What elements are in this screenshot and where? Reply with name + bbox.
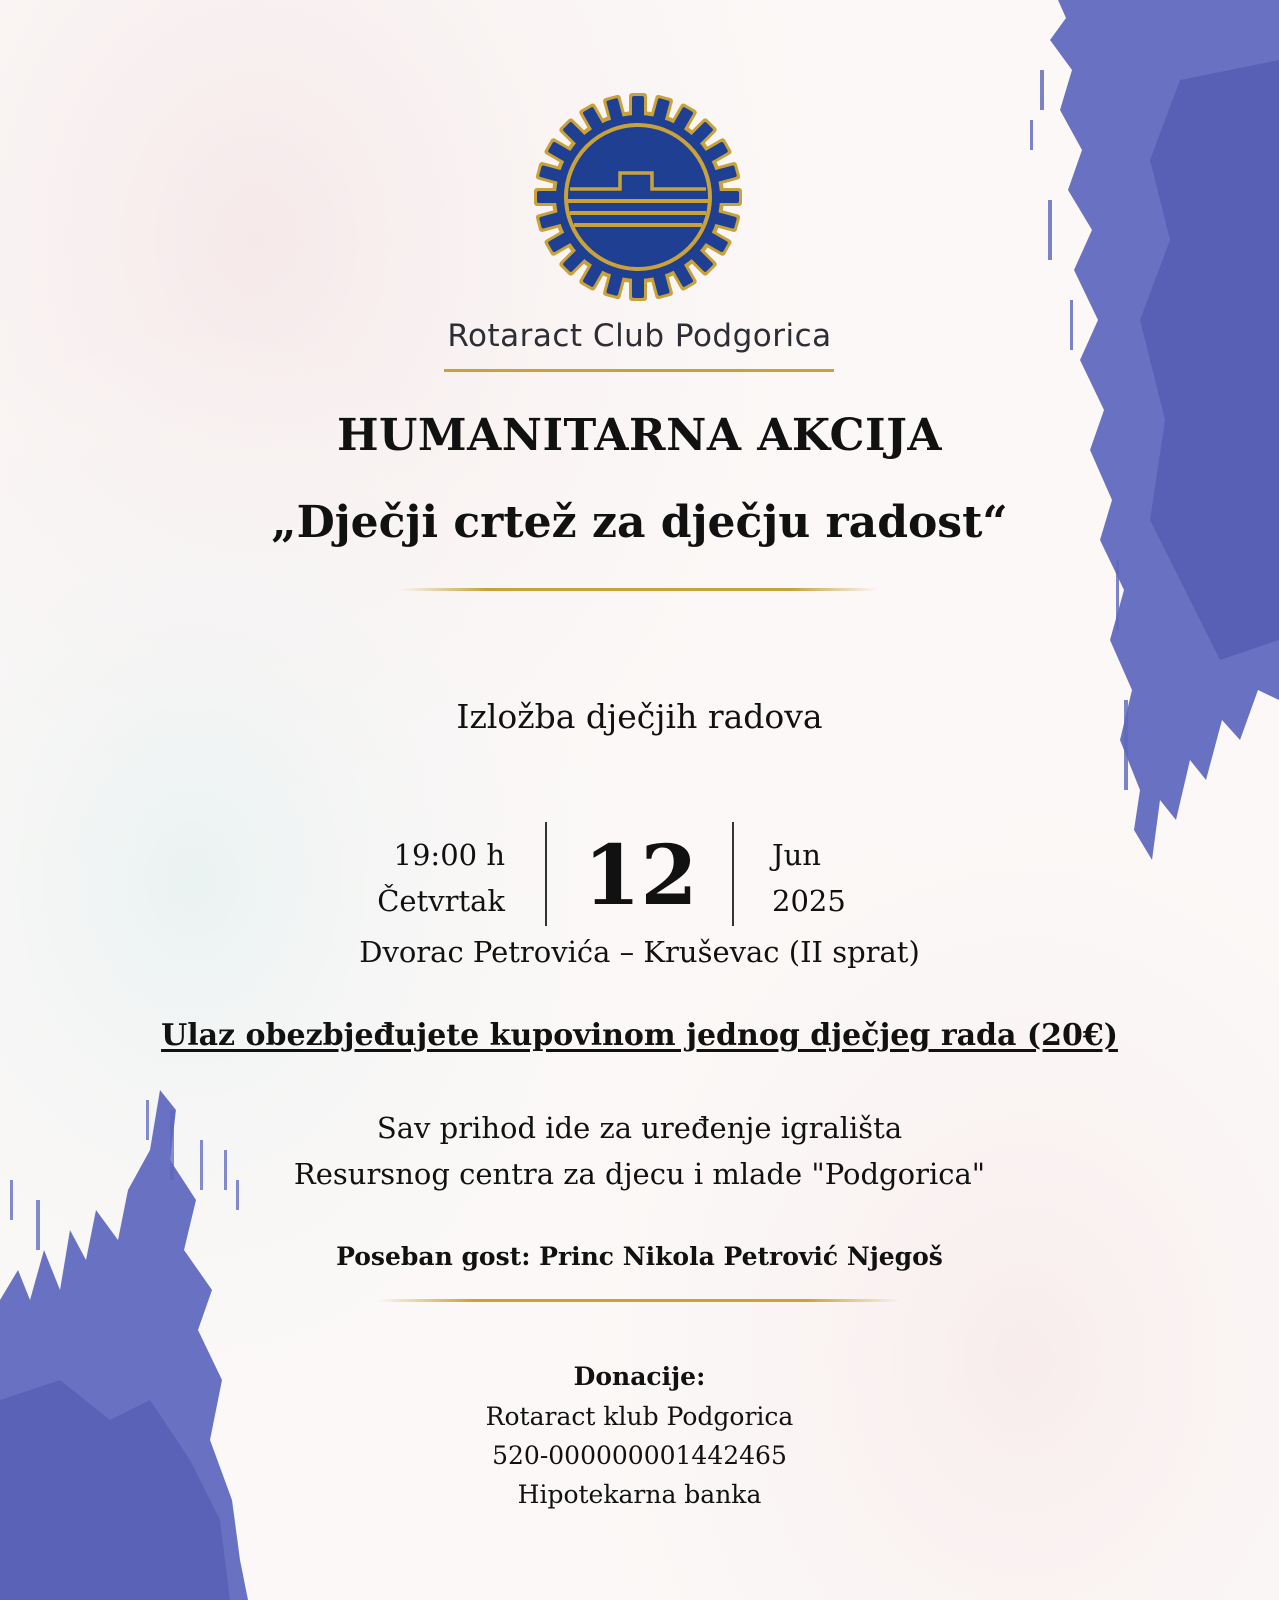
event-subtitle: „Dječji crtež za dječju radost“ (271, 497, 1008, 548)
time-block (300, 832, 505, 924)
gear-logo-icon (533, 92, 743, 302)
exhibition-label: Izložba dječjih radova (456, 697, 823, 736)
divider-bottom (378, 1299, 900, 1302)
date-divider-right (732, 822, 734, 926)
date-divider-left (545, 822, 547, 926)
club-underline (444, 369, 834, 372)
event-time: 19:00 h (393, 838, 505, 872)
event-weekday: Četvrtak (377, 884, 505, 918)
donation-bank: Hipotekarna banka (517, 1480, 762, 1509)
month-block (772, 832, 972, 924)
donation-account: 520-000000001442465 (492, 1441, 787, 1470)
divider-top (400, 588, 878, 591)
event-month: Jun (772, 838, 821, 872)
donation-recipient: Rotaract klub Podgorica (485, 1402, 794, 1431)
event-venue: Dvorac Petrovića – Kruševac (II sprat) (359, 935, 920, 969)
proceeds-line-2: Resursnog centra za djecu i mlade "Podgorica" (293, 1157, 986, 1191)
donations-label: Donacije: (573, 1362, 706, 1391)
event-year: 2025 (772, 884, 846, 918)
event-title: HUMANITARNA AKCIJA (336, 410, 943, 461)
proceeds-line-1: Sav prihod ide za uređenje igrališta (376, 1111, 903, 1145)
event-day: 12 (583, 828, 698, 924)
club-name: Rotaract Club Podgorica (447, 318, 832, 354)
entry-note: Ulaz obezbjeđujete kupovinom jednog dječjeg rada (20€) (161, 1018, 1118, 1053)
proceeds-note (0, 1105, 1279, 1197)
special-guest: Poseban gost: Princ Nikola Petrović Njegoš (336, 1242, 943, 1271)
